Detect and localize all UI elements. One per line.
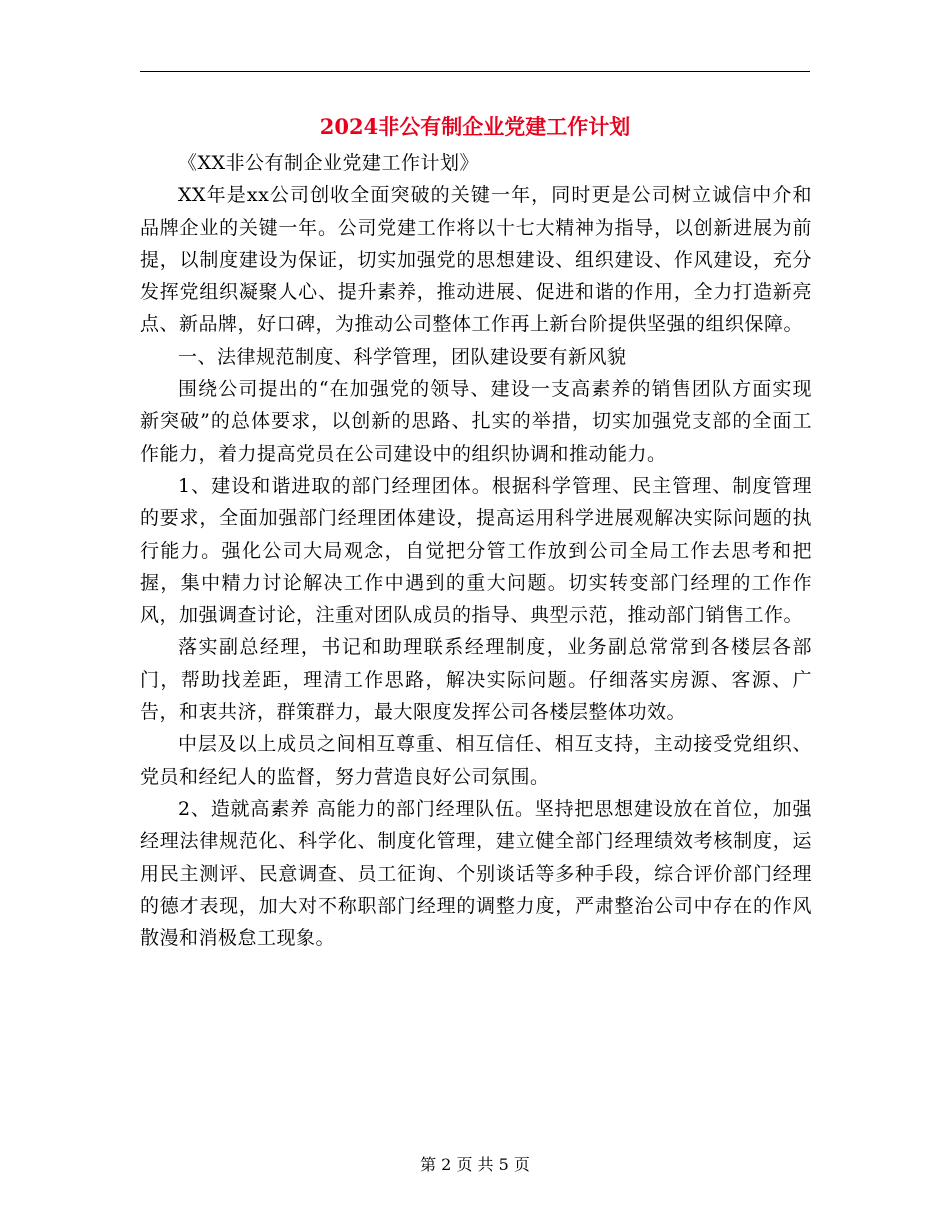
section-heading-1: 一、法律规范制度、科学管理，团队建设要有新风貌 [178, 345, 627, 368]
paragraph-liaison-system: 落实副总经理，书记和助理联系经理制度，业务副总常常到各楼层各部门，帮助找差距，理清工作思路，解决实际问题。仔细落实房源、客源、广告，和衷共济，群策群力，最大限度发挥公司各楼层整体功效。 [140, 636, 812, 724]
document-title: 2024非公有制企业党建工作计划 [319, 114, 631, 139]
paragraph-requirements: 围绕公司提出的“在加强党的领导、建设一支高素养的销售团队方面实现新突破”的总体要求，以创新的思路、扎实的举措，切实加强党支部的全面工作能力，着力提高党员在公司建设中的组织协调和推动能力。 [140, 378, 812, 465]
paragraph-item-1: 1、建设和谐进取的部门经理团体。根据科学管理、民主管理、制度管理的要求，全面加强部门经理团体建设，提高运用科学进展观解决实际问题的执行能力。强化公司大局观念，自觉把分管工作放到公司全局工作去思考和把握，集中精力讨论解决工作中遇到的重大问题。切实转变部门经理的工作作风，加强调查讨论，注重对团队成员的指导、典型示范，推动部门销售工作。 [140, 474, 812, 627]
header-rule [140, 71, 810, 72]
paragraph-intro: XX年是xx公司创收全面突破的关键一年，同时更是公司树立诚信中介和品牌企业的关键一年。公司党建工作将以十七大精神为指导，以创新进展为前提，以制度建设为保证，切实加强党的思想建设、组织建设、作风建设，充分发挥党组织凝聚人心、提升素养，推动进展、促进和谐的作用，全力打造新亮点、新品牌，好口碑，为推动公司整体工作再上新台阶提供坚强的组织保障。 [140, 184, 812, 336]
paragraph-item-2: 2、造就高素养 高能力的部门经理队伍。坚持把思想建设放在首位，加强经理法律规范化、科学化、制度化管理，建立健全部门经理绩效考核制度，运用民主测评、民意调查、员工征询、个别谈话等多种手段，综合评价部门经理的德才表现，加大对不称职部门经理的调整力度，严肃整治公司中存在的作风散漫和消极怠工现象。 [140, 797, 812, 950]
paragraph-mutual-respect: 中层及以上成员之间相互尊重、相互信任、相互支持，主动接受党组织、党员和经纪人的监督，努力营造良好公司氛围。 [140, 733, 812, 788]
page-number: 第 2 页 共 5 页 [420, 1155, 530, 1174]
document-body [140, 147, 812, 954]
paragraph-subtitle: 《XX非公有制企业党建工作计划》 [178, 152, 480, 174]
